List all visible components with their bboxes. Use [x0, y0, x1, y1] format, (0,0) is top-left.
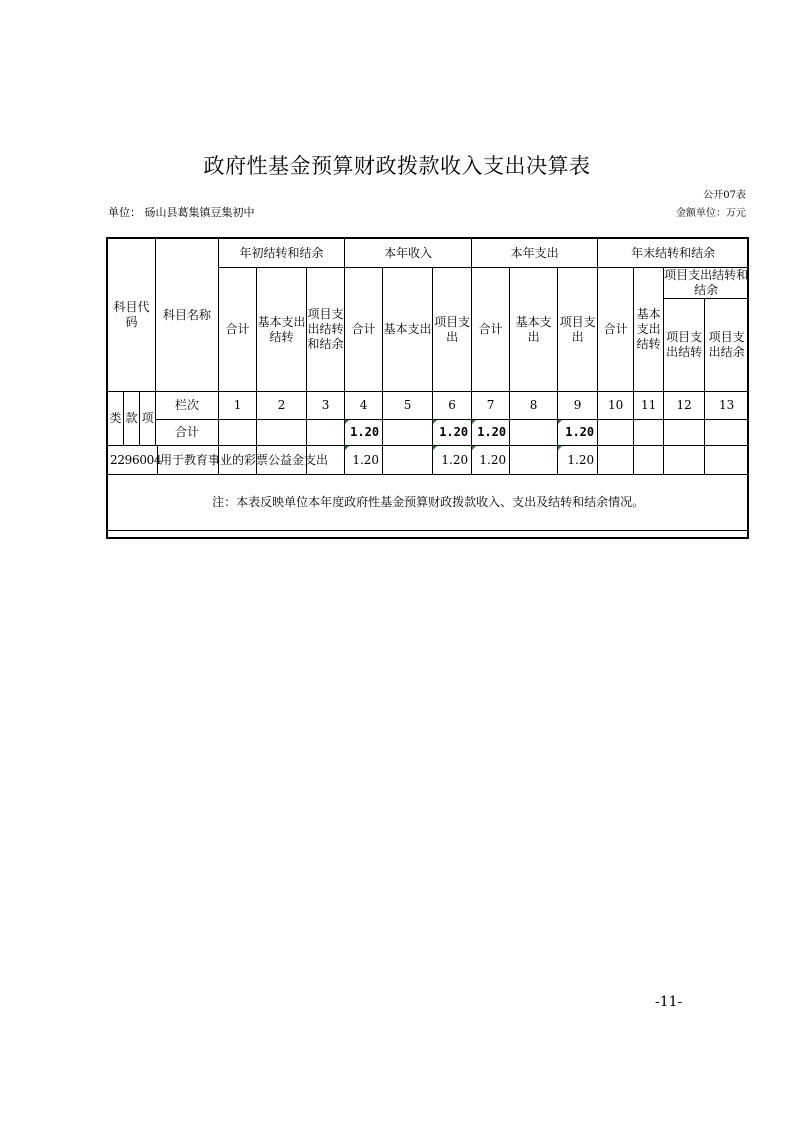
header-income: 本年收入: [345, 239, 472, 268]
total-cell: [510, 420, 558, 446]
total-cell: [598, 420, 634, 446]
row-cell: [219, 446, 257, 475]
header-exp-project: 项目支出: [558, 268, 598, 392]
header-income-total: 合计: [345, 268, 383, 392]
row-income-project: 1.20: [433, 446, 472, 475]
total-cell: [307, 420, 345, 446]
page-title: 政府性基金预算财政拨款收入支出决算表: [203, 154, 591, 178]
row-cell: [634, 446, 664, 475]
row-subject-code: 2296004: [108, 446, 158, 474]
form-number: 公开07表: [703, 190, 746, 201]
header-begin-total: 合计: [219, 268, 257, 392]
header-kuan: 款: [124, 392, 140, 446]
header-end-total: 合计: [598, 268, 634, 392]
row-exp-project: 1.20: [558, 446, 598, 475]
total-cell: [257, 420, 307, 446]
col-number: 1: [219, 392, 257, 420]
reporting-unit: 单位： 砀山县葛集镇豆集初中: [108, 206, 255, 219]
total-exp-project: 1.20: [558, 420, 598, 446]
row-cell: [598, 446, 634, 475]
col-number: 10: [598, 392, 634, 420]
header-end-balance: 年末结转和结余: [598, 239, 749, 268]
total-cell: [634, 420, 664, 446]
header-income-project: 项目支出: [433, 268, 472, 392]
header-expenditure: 本年支出: [472, 239, 598, 268]
table-note: 注：本表反映单位本年度政府性基金预算财政拨款收入、支出及结转和结余情况。: [108, 475, 749, 531]
final-accounts-table: [107, 238, 749, 531]
total-cell: [383, 420, 433, 446]
col-number: 13: [705, 392, 749, 420]
header-column-index: 栏次: [156, 392, 219, 420]
header-exp-basic: 基本支出: [510, 268, 558, 392]
col-number: 11: [634, 392, 664, 420]
col-number: 3: [307, 392, 345, 420]
total-row-label: 合计: [156, 420, 219, 446]
col-number: 12: [664, 392, 705, 420]
header-begin-balance: 年初结转和结余: [219, 239, 345, 268]
col-number: 2: [257, 392, 307, 420]
total-income-total: 1.20: [345, 420, 383, 446]
row-cell: [307, 446, 345, 475]
row-exp-total: 1.20: [472, 446, 510, 475]
row-cell: [510, 446, 558, 475]
col-number: 5: [383, 392, 433, 420]
row-cell: [257, 446, 307, 475]
header-exp-total: 合计: [472, 268, 510, 392]
total-cell: [219, 420, 257, 446]
row-subject-name: 用于教育事业的彩票公益金支出: [160, 452, 329, 467]
header-subject-name: 科目名称: [156, 239, 219, 392]
total-income-project: 1.20: [433, 420, 472, 446]
col-number: 7: [472, 392, 510, 420]
row-cell: [664, 446, 705, 475]
header-subject-code: 科目代码: [108, 239, 156, 392]
total-exp-total: 1.20: [472, 420, 510, 446]
money-unit: 金额单位：万元: [676, 208, 746, 219]
total-cell: [664, 420, 705, 446]
col-number: 9: [558, 392, 598, 420]
header-end-basic: 基本支出结转: [634, 268, 664, 392]
row-cell: [705, 446, 749, 475]
header-begin-basic: 基本支出结转: [257, 268, 307, 392]
header-end-project: 项目支出结转和结余: [664, 268, 749, 297]
col-number: 6: [433, 392, 472, 420]
row-income-total: 1.20: [345, 446, 383, 475]
col-number: 4: [345, 392, 383, 420]
total-cell: [705, 420, 749, 446]
row-cell: [383, 446, 433, 475]
col-number: 8: [510, 392, 558, 420]
header-end-project-balance: 项目支出结余: [705, 299, 749, 392]
header-begin-project: 项目支出结转和结余: [307, 268, 345, 392]
header-lei: 类: [108, 392, 124, 446]
table-row: [108, 446, 749, 475]
page-number: -11-: [655, 994, 683, 1010]
header-income-basic: 基本支出: [383, 268, 433, 392]
header-end-project-carry: 项目支出结转: [664, 299, 705, 392]
header-xiang: 项: [140, 392, 156, 446]
